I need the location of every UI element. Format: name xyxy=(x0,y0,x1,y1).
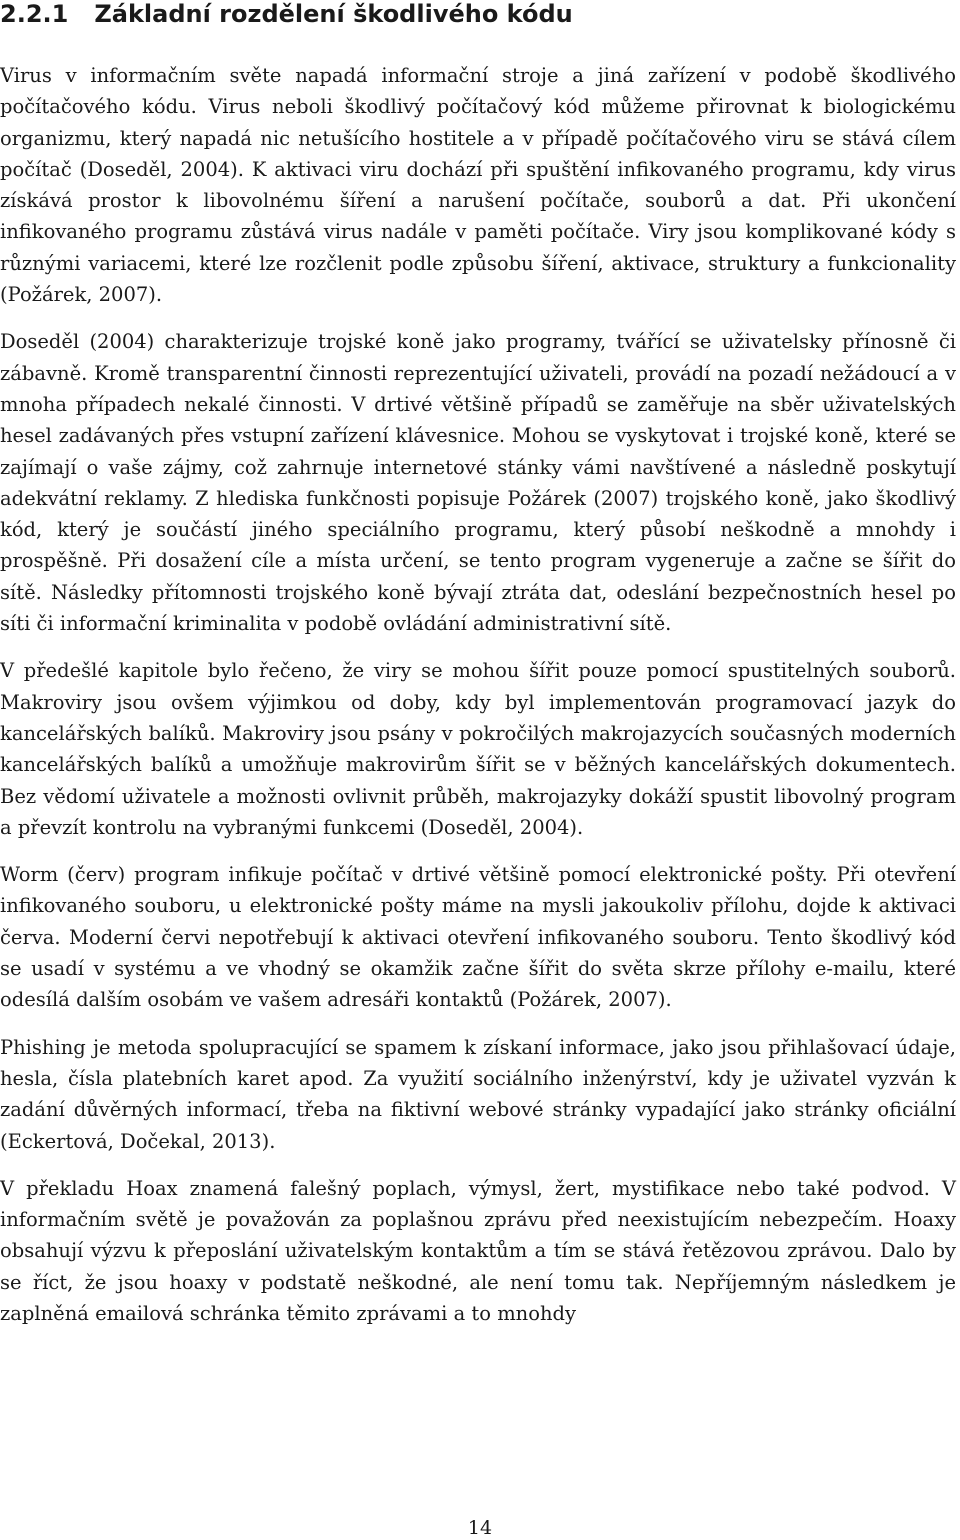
paragraph-hoax: V překladu Hoax znamená falešný poplach, výmysl, žert, mystifikace nebo také podvod. V informačním světě je považován za poplašnou zprávu před neexistujícím nebezpečím. Hoaxy obsahují výzvu k přeposlání uživatelským kontaktům a tím se stává řetězovou zprávou. Dalo by se říct, že jsou hoaxy v podstatě neškodné, ale není tomu tak. Nepříjemným následkem je zaplněná emailová schránka těmito zprávami a to mnohdy xyxy=(0,1176,956,1325)
paragraph-viruses: Virus v informačním světe napadá informační stroje a jiná zařízení v podobě škodlivého počítačového kódu. Virus neboli škodlivý počítačový kód můžeme přirovnat k biologickému organizmu, který napadá nic netušícího hostitele a v případě počítačového viru se stává cílem počítač (Doseděl, 2004). K aktivaci viru dochází při spuštění infikovaného programu, kdy virus získává prostor k libovolnému šíření a narušení počítače, souborů a dat. Při ukončení infikovaného programu zůstává virus nadále v paměti počítače. Viry jsou komplikované kódy s různými variacemi, které lze rozčlenit podle způsobu šíření, aktivace, struktury a funkcionality (Požárek, 2007). xyxy=(0,64,956,307)
paragraph-worms: Worm (červ) program infikuje počítač v drtivé většině pomocí elektronické pošty. Při otevření infikovaného souboru, u elektronické pošty máme na mysli jakoukoliv přílohu, dojde k aktivaci červa. Moderní červi nepotřebují k aktivaci otevření infikovaného souboru. Tento škodlivý kód se usadí v systému a ve vhodný se okamžik začne šířit do světa skrze přílohy e-mailu, které odesílá dalším osobám ve vašem adresáři kontaktů (Požárek, 2007). xyxy=(0,863,956,1012)
page-number: 14 xyxy=(467,1517,493,1539)
paragraph-phishing: Phishing je metoda spolupracující se spamem k získaní informace, jako jsou přihlašovací údaje, hesla, čísla platebních karet apod. Za využití sociálního inženýrství, kdy je uživatel vyzván k zadání důvěrných informací, třeba na fiktivní webové stránky vypadající jako stránky oficiální (Eckertová, Dočekal, 2013). xyxy=(0,1035,956,1153)
paragraph-trojans: Doseděl (2004) charakterizuje trojské koně jako programy, tvářící se uživatelsky přínosně či zábavně. Kromě transparentní činnosti reprezentující uživateli, provádí na pozadí nežádoucí a v mnoha případech nekalé činnosti. V drtivé většině případů se zaměřuje na sběr uživatelských hesel zadávaných přes vstupní zařízení klávesnice. Mohou se vyskytovat i trojské koně, které se zajímají o vaše zájmy, což zahrnuje internetové stánky vámi navštívené a následně poskytují adekvátní reklamy. Z hlediska funkčnosti popisuje Požárek (2007) trojského koně, jako škodlivý kód, který je součástí jiného speciálního programu, který působí neškodně a mnohdy i prospěšně. Při dosažení cíle a místa určení, se tento program vygeneruje a začne se šířit do sítě. Následky přítomnosti trojského koně bývají ztráta dat, odeslání bezpečnostních hesel po síti či informační kriminalita v podobě ovládání administrativní sítě. xyxy=(0,330,956,636)
section-heading xyxy=(0,0,573,28)
body-text xyxy=(0,60,956,1345)
paragraph-macroviruses: V předešlé kapitole bylo řečeno, že viry se mohou šířit pouze pomocí spustitelných souborů. Makroviry jsou ovšem výjimkou od doby, kdy byl implementován programovací jazyk do kancelářských balíků. Makroviry jsou psány v pokročilých makrojazycích současných moderních kancelářských balíků a umožňuje makrovirům šířit se v běžných kancelářských dokumentech. Bez vědomí uživatele a možnosti ovlivnit průběh, makrojazyky dokáží spustit libovolný program a převzít kontrolu na vybranými funkcemi (Doseděl, 2004). xyxy=(0,659,956,839)
section-number: 2.2.1 xyxy=(0,0,69,28)
section-title: Základní rozdělení škodlivého kódu xyxy=(94,0,573,28)
